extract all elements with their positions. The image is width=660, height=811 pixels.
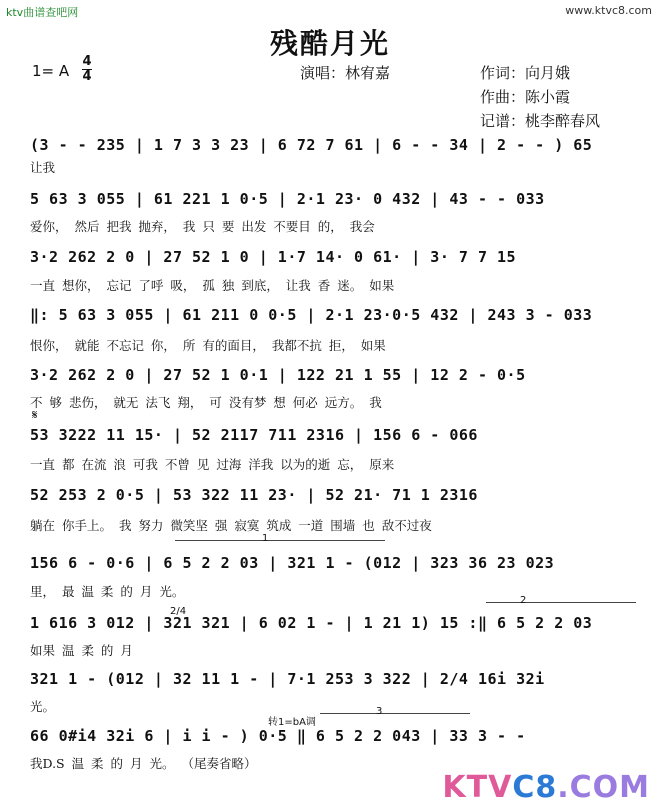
lyric-row: 一直 想你， 忘记 了呼 吸， 孤 独 到底， 让我 香 迷。 如果 [30, 278, 395, 293]
performer: 演唱：林宥嘉 [300, 64, 391, 82]
volta-bracket [175, 540, 385, 541]
lyric-row: 一直 都 在流 浪 可我 不曾 见 过海 洋我 以为的逝 忘， 原来 [30, 457, 395, 472]
score-row: 52 253 2 0·5 | 53 322 11 23· | 52 21· 71 1 2316 [30, 486, 478, 504]
score-row: 66 0#i4 32i 6 | i i - ) 0·5 ‖ 6 5 2 2 043 | 33 3 - - [30, 727, 526, 745]
lyric-row: 光。 [30, 699, 56, 714]
composer: 作曲：陈小霞 [480, 88, 571, 106]
volta-bracket-3 [320, 713, 470, 714]
site-url: www.ktvc8.com [565, 4, 652, 17]
score-row: 156 6 - 0·6 | 6 5 2 2 03 | 321 1 - (012 | 323 36 23 023 [30, 554, 555, 572]
site-name: ktv曲谱查吧网 [6, 6, 79, 19]
lyric-row: 恨你， 就能 不忘记 你， 所 有的面目， 我都不抗 拒， 如果 [30, 338, 386, 353]
song-title: 残酷月光 [269, 27, 390, 60]
volta-label-2: 2 [520, 595, 527, 606]
segno-sign: 𝄋 [32, 408, 38, 423]
transcriber: 记谱：桃李醉春风 [480, 112, 601, 130]
lyric-row: 爱你， 然后 把我 抛弃， 我 只 要 出发 不要目 的， 我会 [30, 219, 375, 234]
lyric-row: 我D.S 温 柔 的 月 光。 （尾奏省略） [30, 756, 257, 771]
lyric-row: 让我 [30, 160, 56, 175]
score-row: (3 - - 235 | 1 7 3 3 23 | 6 72 7 61 | 6 - - 34 | 2 - - ) 65 [30, 136, 593, 154]
key-signature: 1= A [32, 62, 70, 80]
volta-label: 1 [262, 533, 269, 544]
score-row: 3·2 262 2 0 | 27 52 1 0 | 1·7 14· 0 61· | 3· 7 7 15 [30, 248, 517, 266]
score-row: ‖: 5 63 3 055 | 61 211 0 0·5 | 2·1 23·0·5 432 | 243 3 - 033 [30, 306, 593, 324]
meter-change: 2/4 [170, 606, 187, 617]
lyric-row: 里， 最 温 柔 的 月 光。 [30, 584, 185, 599]
volta-bracket-2 [486, 602, 636, 603]
modulation-note: 转1=bA调 [268, 717, 316, 728]
lyric-row: 如果 温 柔 的 月 [30, 643, 133, 658]
score-row: 53 3222 11 15· | 52 2117 711 2316 | 156 6 - 066 [30, 426, 478, 444]
volta-label-3: 3 [376, 706, 383, 717]
lyric-row: 不 够 悲伤， 就无 法飞 翔， 可 没有梦 想 何必 远方。 我 [30, 395, 382, 410]
score-row: 321 1 - (012 | 32 11 1 - | 7·1 253 3 322 | 2/4 16i 32i [30, 670, 545, 688]
lyricist: 作词：向月娥 [480, 64, 571, 82]
watermark-logo: KTVC8.COM [442, 770, 650, 805]
lyric-row: 躺在 你手上。 我 努力 微笑坚 强 寂寞 筑成 一道 围墙 也 敌不过夜 [30, 518, 432, 533]
score-row: 5 63 3 055 | 61 221 1 0·5 | 2·1 23· 0 432 | 43 - - 033 [30, 190, 545, 208]
score-row: 3·2 262 2 0 | 27 52 1 0·1 | 122 21 1 55 | 12 2 - 0·5 [30, 366, 526, 384]
time-signature: 4 4 [82, 54, 92, 84]
score-row: 1 616 3 012 | 321 321 | 6 02 1 - | 1 21 1) 15 :‖ 6 5 2 2 03 [30, 614, 593, 632]
